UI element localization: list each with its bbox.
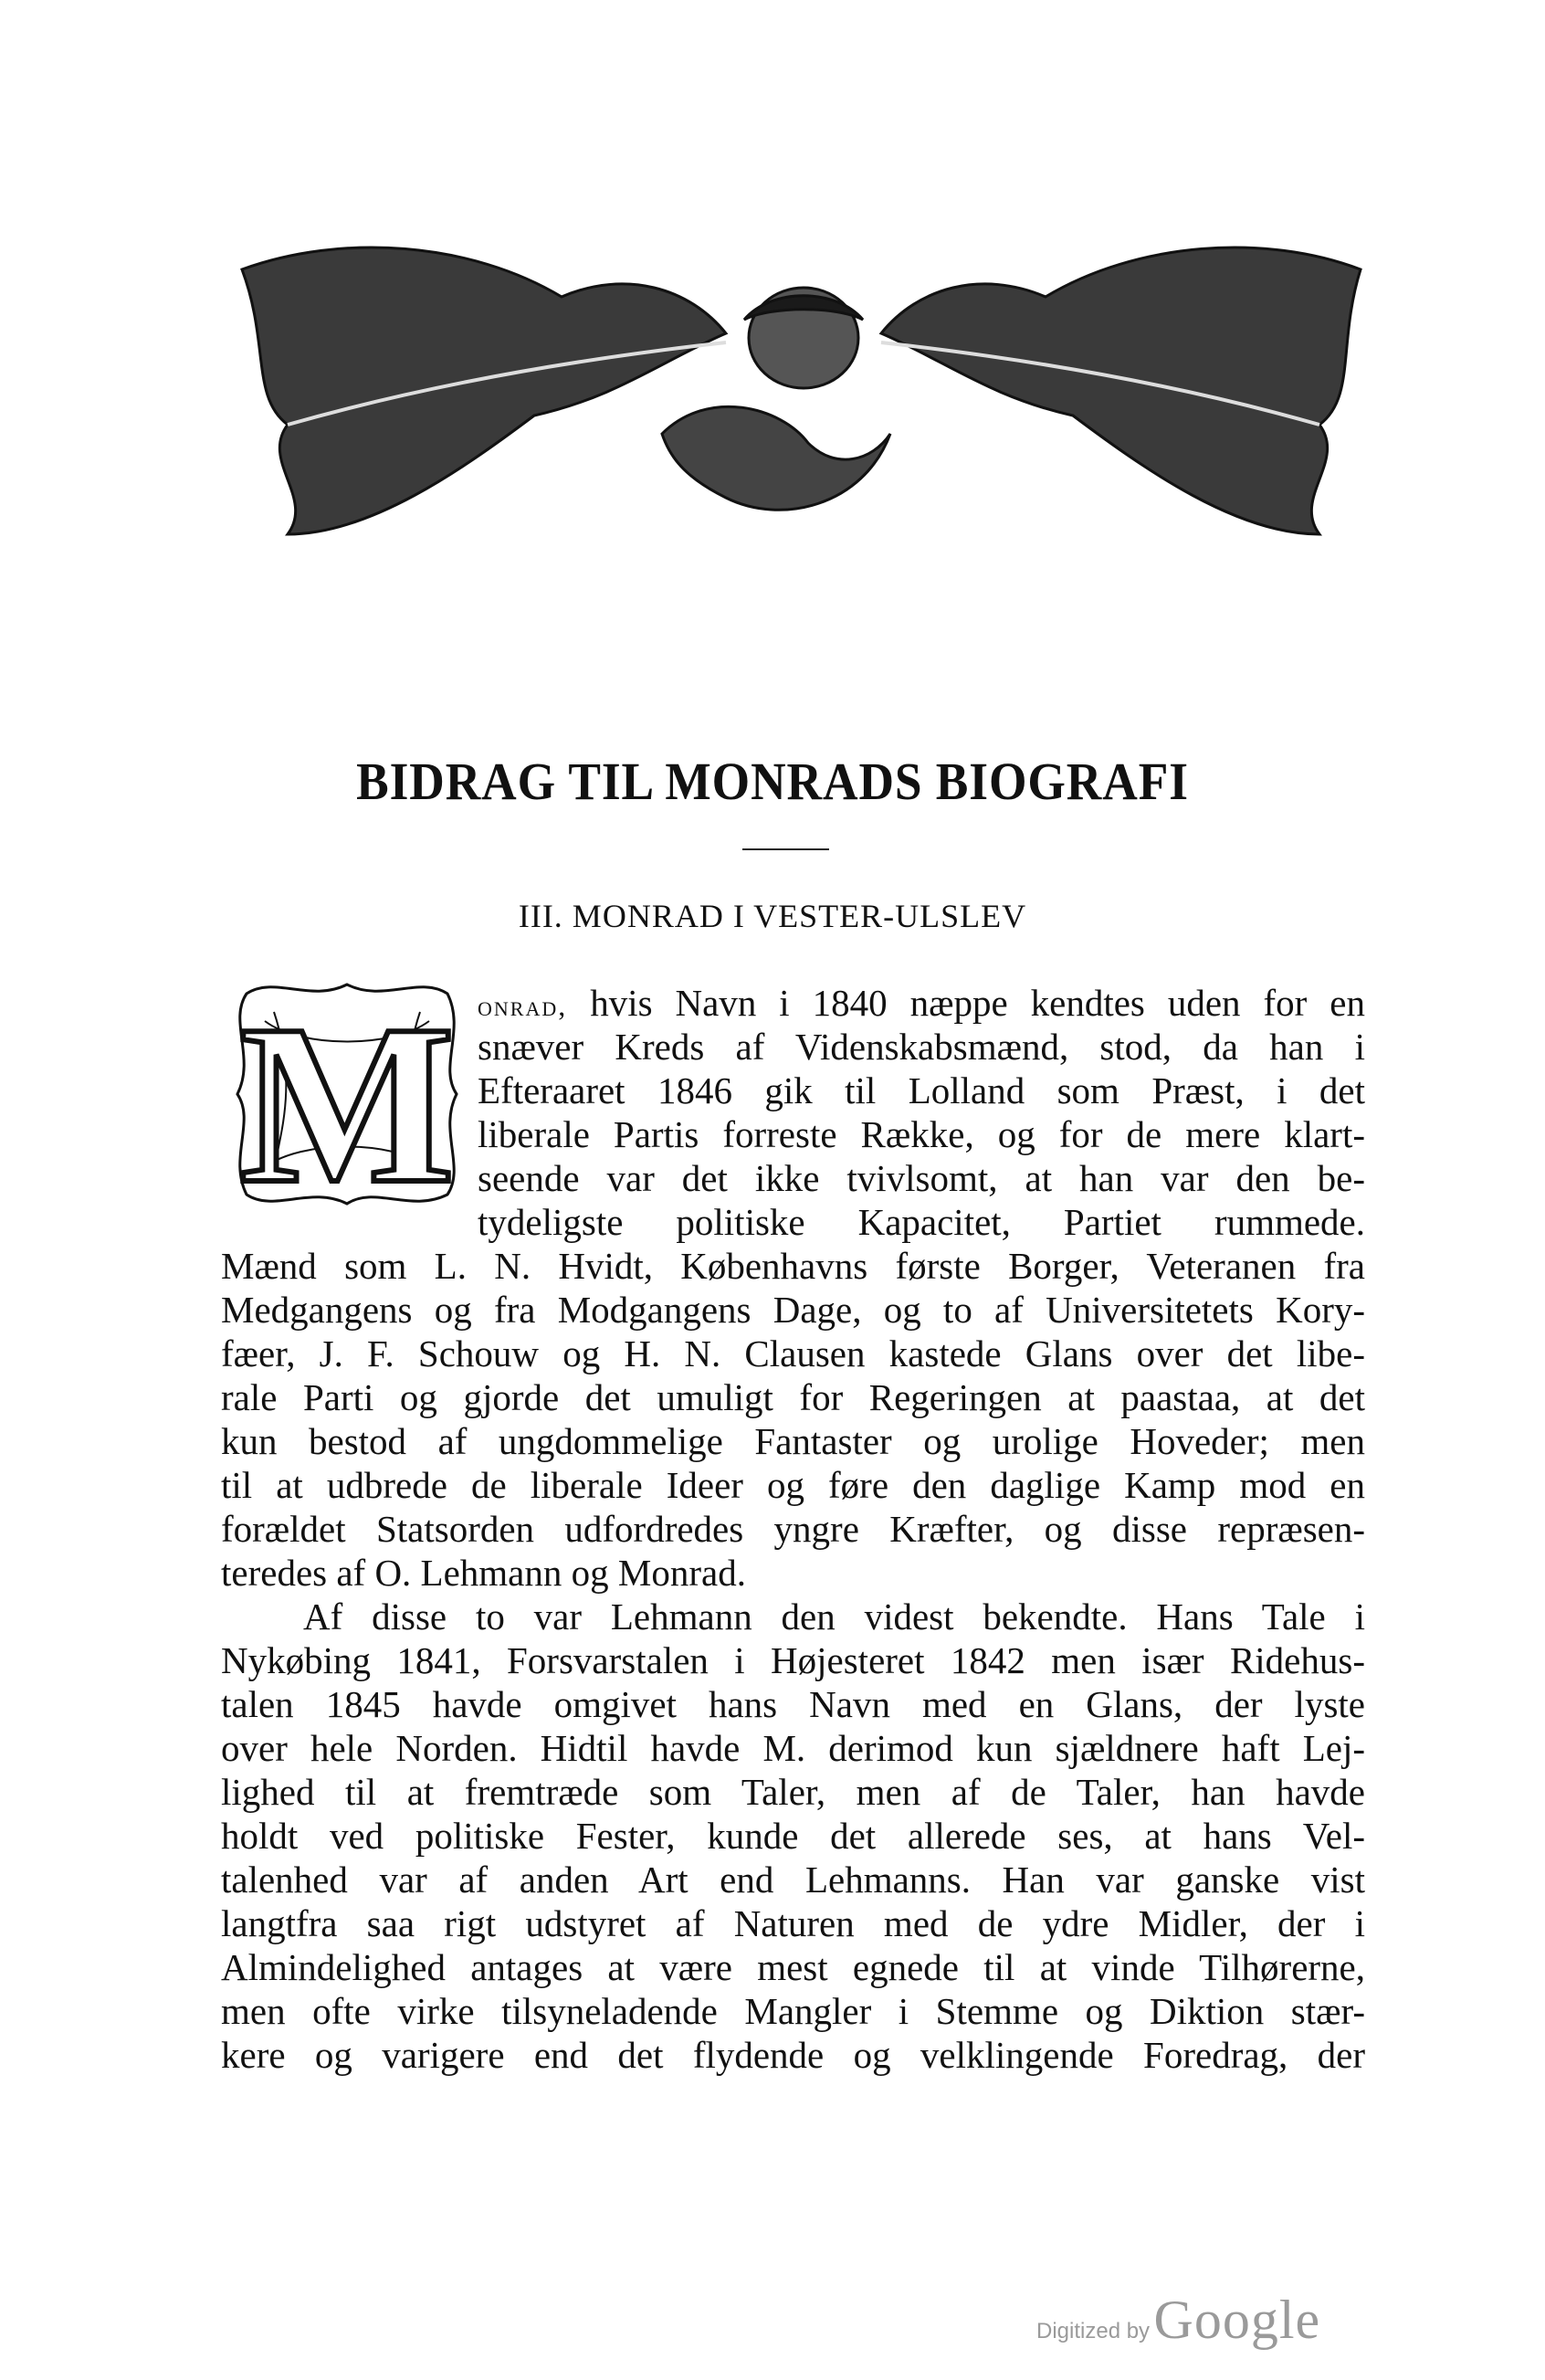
text-line-12: til at udbrede de liberale Ideer og føre den daglige Kamp mod en xyxy=(221,1464,1365,1506)
text-line-10: rale Parti og gjorde det umuligt for Regeringen at paastaa, at det xyxy=(221,1376,1365,1418)
text-line-20: holdt ved politiske Fester, kunde det allerede ses, at hans Vel- xyxy=(221,1815,1365,1857)
text-line-23: Almindelighed antages at være mest egnede til at vinde Tilhørerne, xyxy=(221,1946,1365,1988)
text-line-17: talen 1845 havde omgivet hans Navn med en Glans, der lyste xyxy=(221,1683,1365,1725)
lead-small-caps: onrad, xyxy=(478,989,568,1022)
text-line-13: forældet Statsorden udfordredes yngre Kræfter, og disse repræsen- xyxy=(221,1508,1365,1550)
text-line-8: Medgangens og fra Modgangens Dage, og to af Universitetets Kory- xyxy=(221,1289,1365,1331)
text-line-16: Nykøbing 1841, Forsvarstalen i Højesteret 1842 men især Ridehus- xyxy=(221,1639,1365,1681)
text-line-19: lighed til at fremtræde som Taler, men af de Taler, han havde xyxy=(221,1771,1365,1813)
watermark-brand: Google xyxy=(1153,2290,1321,2350)
text-line-22: langtfra saa rigt udstyret af Naturen med de ydre Midler, der i xyxy=(221,1902,1365,1944)
text-line-18: over hele Norden. Hidtil havde M. derimod kun sjældnere haft Lej- xyxy=(221,1727,1365,1769)
text-line-21: talenhed var af anden Art end Lehmanns. Han var ganske vist xyxy=(221,1859,1365,1901)
oak-leaf-ornament xyxy=(233,233,1370,553)
text-line-3: Efteraaret 1846 gik til Lolland som Præst, i det xyxy=(478,1069,1365,1111)
text-line-9: fæer, J. F. Schouw og H. N. Clausen kastede Glans over det libe- xyxy=(221,1332,1365,1374)
text-line-14: teredes af O. Lehmann og Monrad. xyxy=(221,1552,746,1594)
digitized-watermark xyxy=(1036,2289,1320,2352)
text-line-24: men ofte virke tilsyneladende Mangler i Stemme og Diktion stær- xyxy=(221,1990,1365,2032)
title-divider xyxy=(742,848,829,850)
text-line-7: Mænd som L. N. Hvidt, Københavns første Borger, Veteranen fra xyxy=(221,1245,1365,1287)
watermark-prefix: Digitized by xyxy=(1036,2319,1151,2343)
chapter-subtitle: III. MONRAD I VESTER-ULSLEV xyxy=(518,898,1027,934)
text-line-15: Af disse to var Lehmann den videst bekendte. Hans Tale i xyxy=(303,1595,1365,1638)
text-line-1 xyxy=(478,981,1365,1025)
text-line-2: snæver Kreds af Videnskabsmænd, stod, da han i xyxy=(478,1026,1365,1068)
text-line-4: liberale Partis forreste Række, og for de mere klart- xyxy=(478,1113,1365,1155)
svg-text:M: M xyxy=(239,978,455,1222)
text-line-5: seende var det ikke tvivlsomt, at han var den be- xyxy=(478,1157,1365,1199)
text-line-11: kun bestod af ungdommelige Fantaster og urolige Hoveder; men xyxy=(221,1420,1365,1462)
decorated-initial-m xyxy=(219,966,475,1222)
page-title: BIDRAG TIL MONRADS BIOGRAFI xyxy=(356,752,1189,811)
lead-line-text: hvis Navn i 1840 næppe kendtes uden for en xyxy=(567,982,1365,1024)
text-line-6: tydeligste politiske Kapacitet, Partiet rummede. xyxy=(478,1201,1365,1243)
text-line-25: kere og varigere end det flydende og velklingende Foredrag, der xyxy=(221,2034,1365,2076)
